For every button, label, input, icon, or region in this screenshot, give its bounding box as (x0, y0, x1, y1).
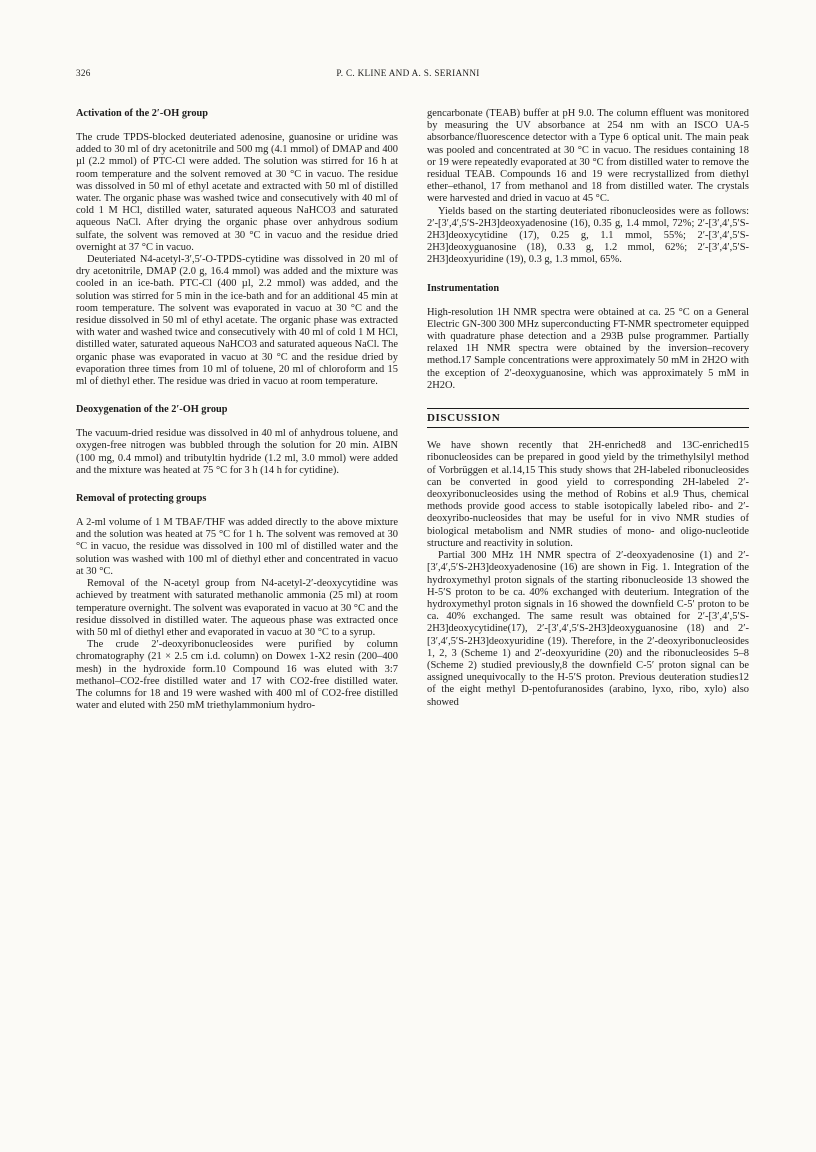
paragraph: We have shown recently that 2H-enriched8 and 13C-enriched15 ribonucleosides can be prepared in good yield by the trimethylsilyl method of Vorbrüggen et al.14,15 This study shows that 2H-labeled ribonucleosides can be converted in good yield to corresponding 2H-labeled 2′-deoxyribonucleosides using the method of Robins et al.9 Thus, chemical methods provide good access to stable isotopically labeled ribo- and 2′-deoxyribo-nucleosides that may be useful for in vivo NMR studies of biological metabolism and NMR studies of mono- and oligo-nucleotide structure and reactivity in solution. (427, 440, 749, 549)
paragraph: A 2-ml volume of 1 M TBAF/THF was added directly to the above mixture and the solution was heated at 75 °C for 1 h. The solvent was removed at 30 °C in vacuo, the residue was dissolved in 100 ml of distilled water and the solution was washed with 100 ml of diethyl ether and concentrated in vacuo at 30 °C. (76, 517, 398, 577)
paragraph: High-resolution 1H NMR spectra were obtained at ca. 25 °C on a General Electric GN-300 300 MHz superconducting FT-NMR spectrometer equipped with quadrature phase detection and a 293B pulse programmer. Partially relaxed 1H NMR spectra were obtained by the inversion–recovery method.17 Sample concentrations were approximately 50 mM in 2H2O with the exception of 2′-deoxyguanosine, which was approximately 5 mM in 2H2O. (427, 306, 749, 391)
section-heading-deoxygenation: Deoxygenation of the 2′-OH group (76, 404, 228, 416)
running-head-authors: P. C. KLINE AND A. S. SERIANNI (336, 68, 480, 78)
right-column (427, 108, 749, 709)
section-rule-top (427, 408, 749, 409)
paragraph: Removal of the N-acetyl group from N4-acetyl-2′-deoxycytidine was achieved by treatment with saturated methanolic ammonia (25 ml) at room temperature overnight. The solvent was evaporated in vacuo at 30 °C and the residue dissolved in distilled water. The aqueous phase was extracted once with 50 ml of diethyl ether and evaporated in vacuo at 30 °C to a syrup. (76, 578, 398, 638)
section-heading-removal: Removal of protecting groups (76, 493, 207, 505)
page-number: 326 (76, 68, 91, 78)
section-heading-activation: Activation of the 2′-OH group (76, 108, 208, 119)
paragraph: Partial 300 MHz 1H NMR spectra of 2′-deoxyadenosine (1) and 2′-[3′,4′,5′S-2H3]deoxyadenosine (16) are shown in Fig. 1. Integration of the hydroxymethyl proton signals of the starting ribonucleoside 13 showed the H-5′S proton to be ca. 40% exchanged with deuterium. Integration of the hydroxymethyl proton signals in 16 showed the downfield C-5′ proton to be ca. 40% exchanged. The same result was obtained for 2′-[3′,4′,5′S-2H3]deoxycytidine(17), 2′-[3′,4′,5′S-2H3]deoxyguanosine (18) and 2′-[3′,4′,5′S-2H3]deoxyuridine (19). Therefore, in the 2′-deoxyribonucleosides 1, 2, 3 (Scheme 1) and 2′-deoxyuridine (20) and the ribonucleosides 5–8 (Scheme 2) studied previously,8 the downfield C-5′ proton signal can be assigned unequivocally to the H-5′S proton. Previous deuteration studies12 of the eight methyl D-pentofuranosides (arabino, lyxo, ribo, xylo) also showed (427, 550, 749, 708)
paragraph: Yields based on the starting deuteriated ribonucleosides were as follows: 2′-[3′,4′,5′S-2H3]deoxyadenosine (16), 0.35 g, 1.4 mmol, 72%; 2′-[3′,4′,5′S-2H3]deoxycytidine (17), 0.25 g, 1.1 mmol, 55%; 2′-[3′,4′,5′S-2H3]deoxyguanosine (18), 0.33 g, 1.2 mmol, 62%; 2′-[3′,4′,5′S-2H3]deoxyuridine (19), 0.3 g, 1.3 mmol, 65%. (427, 205, 749, 266)
running-header (0, 68, 816, 84)
paragraph: Deuteriated N4-acetyl-3′,5′-O-TPDS-cytidine was dissolved in 20 ml of dry acetonitrile, DMAP (2.0 g, 16.4 mmol) was added and the mixture was cooled in an ice-bath. PTC-Cl (400 µl, 2.2 mmol) was added, and the solution was stirred for 5 min in the ice-bath and for an additional 45 min at room temperature. The solvent was evaporated in vacuo at 30 °C and the residue dissolved in 50 ml of ethyl acetate. The organic phase was extracted with water and washed twice and consecutively with 40 ml of cold 1 M HCl, distilled water, saturated aqueous NaHCO3 and saturated aqueous NaCl. The organic phase was evaporated in vacuo at 30 °C and the residue dried by evaporation three times from 10 ml of toluene, 20 ml of chloroform and 15 ml of diethyl ether. The residue was dried in vacuo at room temperature. (76, 254, 398, 388)
paragraph: The crude TPDS-blocked deuteriated adenosine, guanosine or uridine was added to 30 ml of dry acetonitrile and 500 mg (4.1 mmol) of DMAP and 400 µl (2.2 mmol) of PTC-Cl were added. The solution was stirred for 16 h at room temperature and the solvent removed at 30 °C in vacuo. The residue was dissolved in 50 ml of ethyl acetate and extracted with 50 ml of distilled water. The organic phase was washed twice and consecutively with 40 ml of cold 1 M HCl, distilled water, saturated aqueous NaHCO3 and saturated aqueous NaCl. After drying the organic phase over anhydrous sodium sulfate, the solvent was removed at 30 °C in vacuo and the residue dried overnight at 37 °C in vacuo. (76, 132, 398, 253)
left-column (76, 108, 398, 712)
paragraph: The crude 2′-deoxyribonucleosides were purified by column chromatography (21 × 2.5 cm i.d. column) on Dowex 1-X2 resin (200–400 mesh) in the hydroxide form.10 Compound 16 was eluted with 3:7 methanol–CO2-free distilled water and 17 with CO2-free distilled water. The columns for 18 and 19 were washed with 400 ml of CO2-free distilled water and eluted with 250 mM triethylammonium hydro- (76, 639, 398, 712)
section-heading-instrumentation: Instrumentation (427, 282, 500, 294)
paragraph: gencarbonate (TEAB) buffer at pH 9.0. The column effluent was monitored by measuring the UV absorbance at 254 nm with an ISCO UA-5 absorbance/fluorescence detector with a Type 6 optical unit. The main peak was pooled and concentrated at 30 °C in vacuo. The residues containing 18 or 19 were repeatedly evaporated at 30 °C from distilled water to remove the residual TEAB. Compounds 16 and 19 were recrystallized from diethyl ether–ethanol, 17 from methanol and 18 from distilled water. The crystals were harvested and dried in vacuo at 45 °C. (427, 108, 749, 205)
paragraph: The vacuum-dried residue was dissolved in 40 ml of anhydrous toluene, and oxygen-free nitrogen was bubbled through the solution for 20 min. AIBN (100 mg, 0.4 mmol) and tributyltin hydride (1.2 ml, 3.0 mmol) were added and the mixture was heated at 75 °C for 3 h (14 h for cytidine). (76, 428, 398, 476)
section-heading-discussion: DISCUSSION (427, 412, 501, 425)
